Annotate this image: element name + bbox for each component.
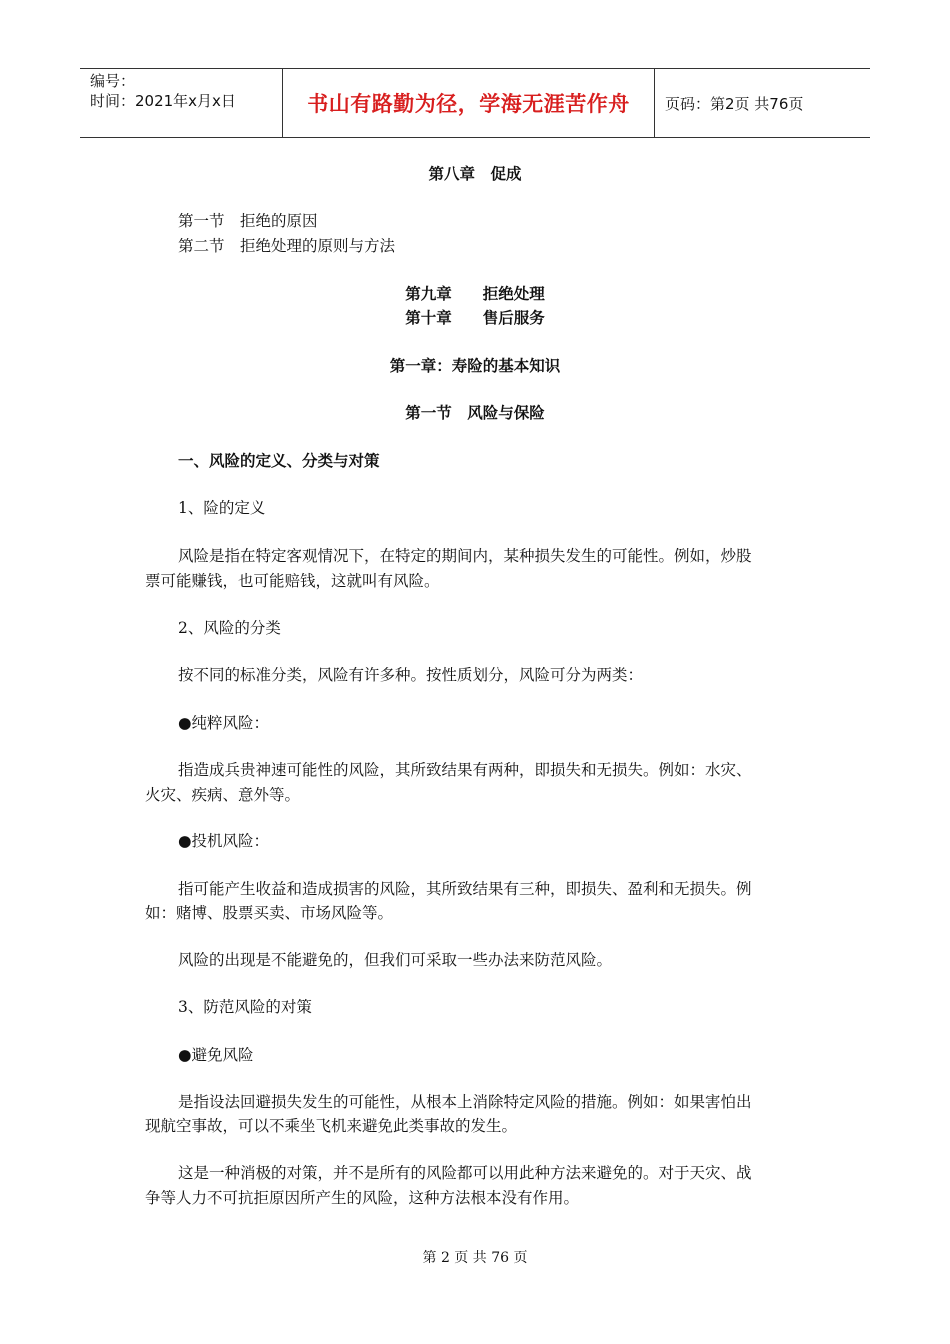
paragraph-line: 指可能产生收益和造成损害的风险，其所致结果有三种，即损失、盈利和无损失。例 [178, 880, 752, 898]
toc-section-1: 第一节 拒绝的原因 [178, 212, 318, 230]
toc-section-2: 第二节 拒绝处理的原则与方法 [178, 237, 396, 255]
section-1-heading: 第一节 风险与保险 [405, 404, 545, 422]
chapter-8-heading: 第八章 促成 [428, 165, 522, 183]
paragraph-line: 现航空事故，可以不乘坐飞机来避免此类事故的发生。 [145, 1117, 518, 1135]
header-left-cell [80, 69, 282, 137]
paragraph-line: 风险的出现是不能避免的，但我们可采取一些办法来防范风险。 [178, 951, 613, 969]
motto-text: 书山有路勤为径，学海无涯苦作舟 [307, 92, 630, 116]
header-page-cell [655, 69, 870, 137]
chapter-10-heading: 第十章 售后服务 [405, 309, 545, 327]
paragraph-line: 是指设法回避损失发生的可能性，从根本上消除特定风险的措施。例如：如果害怕出 [178, 1093, 752, 1111]
paragraph-line: 争等人力不可抗拒原因所产生的风险，这种方法根本没有作用。 [145, 1189, 580, 1207]
bullet-avoid-risk: ●避免风险 [178, 1046, 254, 1064]
document-header [80, 68, 870, 138]
chapter-9-heading: 第九章 拒绝处理 [405, 285, 545, 303]
item-strategy: 3、防范风险的对策 [178, 998, 312, 1016]
bullet-pure-risk: ●纯粹风险： [178, 714, 270, 732]
item-definition: 1、险的定义 [178, 499, 266, 517]
paragraph-line: 这是一种消极的对策，并不是所有的风险都可以用此种方法来避免的。对于天灾、战 [178, 1164, 752, 1182]
chapter-1-heading: 第一章：寿险的基本知识 [389, 357, 561, 375]
paragraph-line: 风险是指在特定客观情况下，在特定的期间内，某种损失发生的可能性。例如，炒股 [178, 547, 752, 565]
item-classification: 2、风险的分类 [178, 619, 281, 637]
paragraph-line: 火灾、疾病、意外等。 [145, 786, 301, 804]
subheading-risk: 一、风险的定义、分类与对策 [178, 452, 380, 470]
paragraph-line: 如：赌博、股票买卖、市场风险等。 [145, 904, 394, 922]
page-footer: 第 2 页 共 76 页 [422, 1250, 528, 1266]
bullet-speculative-risk: ●投机风险： [178, 832, 270, 850]
paragraph-line: 按不同的标准分类，风险有许多种。按性质划分，风险可分为两类： [178, 666, 644, 684]
header-motto-cell [282, 69, 655, 137]
number-label: 编号： [90, 72, 136, 90]
paragraph-line: 指造成兵贵神速可能性的风险，其所致结果有两种，即损失和无损失。例如：水灾、 [178, 761, 752, 779]
time-label: 时间：2021年x月x日 [90, 92, 236, 110]
page-info: 页码：第2页 共76页 [665, 94, 804, 113]
paragraph-line: 票可能赚钱，也可能赔钱，这就叫有风险。 [145, 572, 440, 590]
